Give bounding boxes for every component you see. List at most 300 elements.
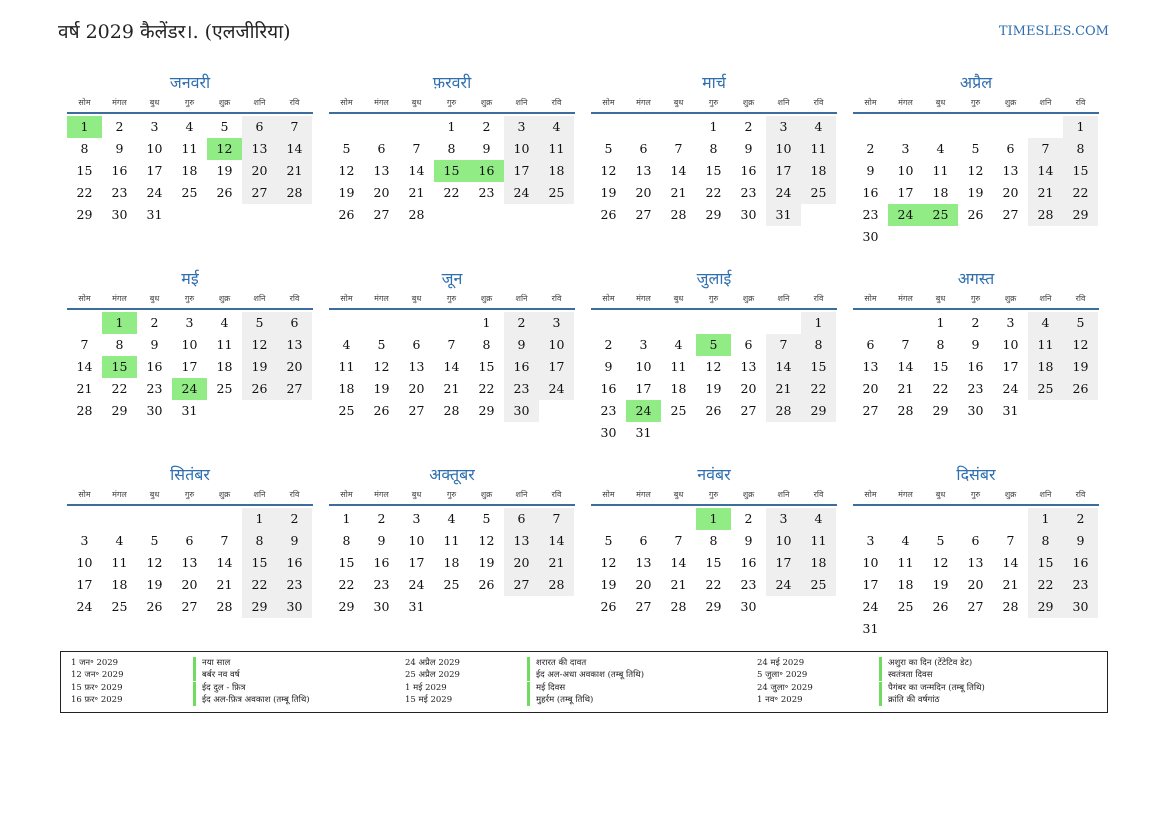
day-cell[interactable]: 2 (115, 119, 124, 134)
day-cell[interactable]: 28 (539, 574, 574, 596)
day-cell[interactable]: 17 (1002, 359, 1019, 374)
day-cell[interactable]: 17 (897, 185, 914, 200)
day-cell[interactable]: 11 (932, 163, 949, 178)
day-cell[interactable]: 3 (150, 119, 159, 134)
day-cell[interactable]: 22 (801, 378, 836, 400)
day-cell[interactable]: 7 (80, 337, 89, 352)
day-cell[interactable]: 1 (709, 119, 718, 134)
day-cell[interactable]: 12 (1063, 334, 1098, 356)
day-cell[interactable]: 26 (705, 403, 722, 418)
day-cell[interactable]: 26 (373, 403, 390, 418)
day-cell[interactable]: 5 (1063, 312, 1098, 334)
day-cell[interactable]: 15 (1063, 160, 1098, 182)
day-cell[interactable]: 16 (373, 555, 390, 570)
day-cell[interactable]: 25 (801, 182, 836, 204)
day-cell[interactable]: 11 (670, 359, 687, 374)
day-cell[interactable]: 4 (1028, 312, 1063, 334)
day-cell[interactable]: 28 (766, 400, 801, 422)
day-cell[interactable]: 10 (897, 163, 914, 178)
day-cell[interactable]: 4 (539, 116, 574, 138)
day-cell[interactable]: 9 (150, 337, 159, 352)
day-cell[interactable]: 1 (447, 119, 456, 134)
day-cell[interactable]: 17 (539, 356, 574, 378)
day-cell[interactable]: 2 (504, 312, 539, 334)
day-cell[interactable]: 23 (1063, 574, 1098, 596)
day-cell[interactable]: 21 (897, 381, 914, 396)
day-cell[interactable]: 7 (539, 508, 574, 530)
day-cell[interactable]: 27 (740, 403, 757, 418)
day-cell[interactable]: 14 (766, 356, 801, 378)
day-cell[interactable]: 18 (801, 160, 836, 182)
day-cell[interactable]: 16 (111, 163, 128, 178)
day-cell[interactable]: 22 (1063, 182, 1098, 204)
day-cell[interactable]: 30 (600, 425, 617, 440)
holiday-day-cell[interactable]: 24 (172, 378, 207, 400)
day-cell[interactable]: 12 (242, 334, 277, 356)
day-cell[interactable]: 5 (342, 141, 351, 156)
day-cell[interactable]: 28 (1002, 599, 1019, 614)
day-cell[interactable]: 27 (635, 599, 652, 614)
day-cell[interactable]: 12 (338, 163, 355, 178)
day-cell[interactable]: 20 (242, 160, 277, 182)
day-cell[interactable]: 9 (482, 141, 491, 156)
day-cell[interactable]: 29 (705, 599, 722, 614)
day-cell[interactable]: 7 (447, 337, 456, 352)
day-cell[interactable]: 11 (801, 138, 836, 160)
day-cell[interactable]: 5 (604, 141, 613, 156)
day-cell[interactable]: 20 (635, 185, 652, 200)
day-cell[interactable]: 8 (709, 141, 718, 156)
day-cell[interactable]: 19 (705, 381, 722, 396)
holiday-day-cell[interactable]: 24 (888, 204, 923, 226)
day-cell[interactable]: 28 (1028, 204, 1063, 226)
day-cell[interactable]: 21 (766, 378, 801, 400)
day-cell[interactable]: 10 (146, 141, 163, 156)
day-cell[interactable]: 11 (111, 555, 128, 570)
day-cell[interactable]: 16 (740, 555, 757, 570)
day-cell[interactable]: 26 (600, 207, 617, 222)
day-cell[interactable]: 12 (600, 163, 617, 178)
day-cell[interactable]: 6 (744, 337, 753, 352)
day-cell[interactable]: 11 (801, 530, 836, 552)
day-cell[interactable]: 29 (1028, 596, 1063, 618)
day-cell[interactable]: 15 (76, 163, 93, 178)
day-cell[interactable]: 18 (1028, 356, 1063, 378)
day-cell[interactable]: 28 (216, 599, 233, 614)
day-cell[interactable]: 28 (670, 207, 687, 222)
day-cell[interactable]: 7 (412, 141, 421, 156)
day-cell[interactable]: 6 (277, 312, 312, 334)
day-cell[interactable]: 28 (408, 207, 425, 222)
day-cell[interactable]: 4 (342, 337, 351, 352)
day-cell[interactable]: 22 (76, 185, 93, 200)
day-cell[interactable]: 31 (766, 204, 801, 226)
day-cell[interactable]: 26 (600, 599, 617, 614)
day-cell[interactable]: 31 (1002, 403, 1019, 418)
day-cell[interactable]: 11 (897, 555, 914, 570)
day-cell[interactable]: 6 (185, 533, 194, 548)
day-cell[interactable]: 11 (1028, 334, 1063, 356)
day-cell[interactable]: 27 (408, 403, 425, 418)
day-cell[interactable]: 15 (932, 359, 949, 374)
day-cell[interactable]: 25 (1028, 378, 1063, 400)
day-cell[interactable]: 18 (443, 555, 460, 570)
day-cell[interactable]: 7 (1006, 533, 1015, 548)
day-cell[interactable]: 13 (1002, 163, 1019, 178)
day-cell[interactable]: 17 (146, 163, 163, 178)
day-cell[interactable]: 11 (338, 359, 355, 374)
day-cell[interactable]: 8 (80, 141, 89, 156)
day-cell[interactable]: 24 (1002, 381, 1019, 396)
day-cell[interactable]: 14 (76, 359, 93, 374)
day-cell[interactable]: 18 (897, 577, 914, 592)
day-cell[interactable]: 29 (478, 403, 495, 418)
day-cell[interactable]: 25 (181, 185, 198, 200)
day-cell[interactable]: 19 (967, 185, 984, 200)
day-cell[interactable]: 23 (478, 185, 495, 200)
day-cell[interactable]: 18 (539, 160, 574, 182)
day-cell[interactable]: 29 (801, 400, 836, 422)
day-cell[interactable]: 30 (111, 207, 128, 222)
day-cell[interactable]: 6 (242, 116, 277, 138)
day-cell[interactable]: 14 (216, 555, 233, 570)
day-cell[interactable]: 27 (635, 207, 652, 222)
day-cell[interactable]: 18 (932, 185, 949, 200)
day-cell[interactable]: 28 (76, 403, 93, 418)
day-cell[interactable]: 15 (478, 359, 495, 374)
day-cell[interactable]: 5 (482, 511, 491, 526)
day-cell[interactable]: 11 (539, 138, 574, 160)
day-cell[interactable]: 26 (967, 207, 984, 222)
day-cell[interactable]: 25 (539, 182, 574, 204)
day-cell[interactable]: 2 (744, 119, 753, 134)
day-cell[interactable]: 27 (181, 599, 198, 614)
day-cell[interactable]: 25 (670, 403, 687, 418)
day-cell[interactable]: 23 (740, 577, 757, 592)
day-cell[interactable]: 10 (766, 530, 801, 552)
day-cell[interactable]: 30 (740, 599, 757, 614)
holiday-day-cell[interactable]: 1 (102, 312, 137, 334)
day-cell[interactable]: 30 (862, 229, 879, 244)
day-cell[interactable]: 16 (740, 163, 757, 178)
day-cell[interactable]: 26 (1063, 378, 1098, 400)
day-cell[interactable]: 27 (373, 207, 390, 222)
day-cell[interactable]: 2 (604, 337, 613, 352)
day-cell[interactable]: 28 (277, 182, 312, 204)
day-cell[interactable]: 21 (277, 160, 312, 182)
day-cell[interactable]: 30 (277, 596, 312, 618)
day-cell[interactable]: 27 (862, 403, 879, 418)
day-cell[interactable]: 1 (936, 315, 945, 330)
day-cell[interactable]: 7 (766, 334, 801, 356)
day-cell[interactable]: 6 (377, 141, 386, 156)
day-cell[interactable]: 20 (373, 185, 390, 200)
day-cell[interactable]: 1 (482, 315, 491, 330)
holiday-day-cell[interactable]: 24 (626, 400, 661, 422)
holiday-day-cell[interactable]: 5 (696, 334, 731, 356)
day-cell[interactable]: 24 (766, 574, 801, 596)
day-cell[interactable]: 30 (373, 599, 390, 614)
day-cell[interactable]: 9 (115, 141, 124, 156)
day-cell[interactable]: 10 (862, 555, 879, 570)
day-cell[interactable]: 22 (1028, 574, 1063, 596)
day-cell[interactable]: 4 (901, 533, 910, 548)
day-cell[interactable]: 13 (408, 359, 425, 374)
day-cell[interactable]: 2 (1063, 508, 1098, 530)
day-cell[interactable]: 14 (408, 163, 425, 178)
day-cell[interactable]: 10 (408, 533, 425, 548)
day-cell[interactable]: 18 (181, 163, 198, 178)
day-cell[interactable]: 24 (766, 182, 801, 204)
day-cell[interactable]: 14 (539, 530, 574, 552)
day-cell[interactable]: 14 (897, 359, 914, 374)
day-cell[interactable]: 25 (111, 599, 128, 614)
day-cell[interactable]: 27 (1002, 207, 1019, 222)
day-cell[interactable]: 9 (277, 530, 312, 552)
holiday-day-cell[interactable]: 25 (923, 204, 958, 226)
day-cell[interactable]: 13 (862, 359, 879, 374)
day-cell[interactable]: 14 (1028, 160, 1063, 182)
day-cell[interactable]: 20 (967, 577, 984, 592)
day-cell[interactable]: 2 (866, 141, 875, 156)
day-cell[interactable]: 14 (443, 359, 460, 374)
day-cell[interactable]: 12 (932, 555, 949, 570)
day-cell[interactable]: 21 (1002, 577, 1019, 592)
day-cell[interactable]: 3 (1006, 315, 1015, 330)
day-cell[interactable]: 26 (242, 378, 277, 400)
day-cell[interactable]: 23 (862, 207, 879, 222)
day-cell[interactable]: 25 (338, 403, 355, 418)
day-cell[interactable]: 3 (80, 533, 89, 548)
day-cell[interactable]: 31 (635, 425, 652, 440)
day-cell[interactable]: 16 (504, 356, 539, 378)
day-cell[interactable]: 2 (971, 315, 980, 330)
day-cell[interactable]: 10 (635, 359, 652, 374)
day-cell[interactable]: 13 (181, 555, 198, 570)
day-cell[interactable]: 15 (705, 555, 722, 570)
day-cell[interactable]: 3 (901, 141, 910, 156)
day-cell[interactable]: 17 (766, 552, 801, 574)
day-cell[interactable]: 23 (146, 381, 163, 396)
day-cell[interactable]: 11 (216, 337, 233, 352)
day-cell[interactable]: 20 (1002, 185, 1019, 200)
day-cell[interactable]: 18 (670, 381, 687, 396)
day-cell[interactable]: 9 (377, 533, 386, 548)
day-cell[interactable]: 3 (185, 315, 194, 330)
day-cell[interactable]: 29 (705, 207, 722, 222)
day-cell[interactable]: 12 (705, 359, 722, 374)
day-cell[interactable]: 23 (600, 403, 617, 418)
holiday-day-cell[interactable]: 16 (469, 160, 504, 182)
day-cell[interactable]: 4 (674, 337, 683, 352)
day-cell[interactable]: 8 (482, 337, 491, 352)
day-cell[interactable]: 28 (897, 403, 914, 418)
holiday-day-cell[interactable]: 1 (696, 508, 731, 530)
day-cell[interactable]: 25 (216, 381, 233, 396)
day-cell[interactable]: 14 (670, 555, 687, 570)
day-cell[interactable]: 16 (967, 359, 984, 374)
day-cell[interactable]: 18 (801, 552, 836, 574)
day-cell[interactable]: 14 (1002, 555, 1019, 570)
day-cell[interactable]: 8 (115, 337, 124, 352)
day-cell[interactable]: 13 (373, 163, 390, 178)
day-cell[interactable]: 17 (181, 359, 198, 374)
day-cell[interactable]: 19 (242, 356, 277, 378)
day-cell[interactable]: 28 (670, 599, 687, 614)
day-cell[interactable]: 3 (412, 511, 421, 526)
day-cell[interactable]: 1 (1063, 116, 1098, 138)
day-cell[interactable]: 30 (1063, 596, 1098, 618)
holiday-day-cell[interactable]: 12 (207, 138, 242, 160)
day-cell[interactable]: 15 (338, 555, 355, 570)
day-cell[interactable]: 1 (801, 312, 836, 334)
day-cell[interactable]: 8 (447, 141, 456, 156)
day-cell[interactable]: 13 (635, 555, 652, 570)
day-cell[interactable]: 3 (866, 533, 875, 548)
day-cell[interactable]: 22 (478, 381, 495, 396)
day-cell[interactable]: 9 (866, 163, 875, 178)
day-cell[interactable]: 4 (185, 119, 194, 134)
day-cell[interactable]: 1 (342, 511, 351, 526)
day-cell[interactable]: 28 (443, 403, 460, 418)
day-cell[interactable]: 19 (1063, 356, 1098, 378)
day-cell[interactable]: 13 (277, 334, 312, 356)
day-cell[interactable]: 3 (766, 508, 801, 530)
day-cell[interactable]: 13 (967, 555, 984, 570)
day-cell[interactable]: 4 (220, 315, 229, 330)
day-cell[interactable]: 7 (674, 141, 683, 156)
day-cell[interactable]: 12 (373, 359, 390, 374)
day-cell[interactable]: 24 (504, 182, 539, 204)
day-cell[interactable]: 17 (635, 381, 652, 396)
day-cell[interactable]: 2 (277, 508, 312, 530)
day-cell[interactable]: 20 (181, 577, 198, 592)
site-link[interactable]: TIMESLES.COM (998, 24, 1109, 39)
day-cell[interactable]: 4 (801, 508, 836, 530)
day-cell[interactable]: 26 (478, 577, 495, 592)
day-cell[interactable]: 27 (967, 599, 984, 614)
day-cell[interactable]: 10 (504, 138, 539, 160)
day-cell[interactable]: 2 (482, 119, 491, 134)
day-cell[interactable]: 19 (600, 185, 617, 200)
day-cell[interactable]: 10 (76, 555, 93, 570)
day-cell[interactable]: 31 (181, 403, 198, 418)
day-cell[interactable]: 29 (1063, 204, 1098, 226)
day-cell[interactable]: 16 (862, 185, 879, 200)
day-cell[interactable]: 6 (639, 533, 648, 548)
day-cell[interactable]: 31 (146, 207, 163, 222)
day-cell[interactable]: 21 (670, 577, 687, 592)
day-cell[interactable]: 9 (604, 359, 613, 374)
day-cell[interactable]: 16 (600, 381, 617, 396)
day-cell[interactable]: 15 (1028, 552, 1063, 574)
day-cell[interactable]: 21 (1028, 182, 1063, 204)
day-cell[interactable]: 6 (639, 141, 648, 156)
day-cell[interactable]: 3 (539, 312, 574, 334)
day-cell[interactable]: 9 (971, 337, 980, 352)
day-cell[interactable]: 26 (932, 599, 949, 614)
day-cell[interactable]: 30 (967, 403, 984, 418)
day-cell[interactable]: 19 (216, 163, 233, 178)
day-cell[interactable]: 20 (740, 381, 757, 396)
day-cell[interactable]: 19 (478, 555, 495, 570)
day-cell[interactable]: 21 (76, 381, 93, 396)
day-cell[interactable]: 7 (674, 533, 683, 548)
day-cell[interactable]: 15 (801, 356, 836, 378)
day-cell[interactable]: 4 (447, 511, 456, 526)
day-cell[interactable]: 12 (478, 533, 495, 548)
day-cell[interactable]: 22 (705, 185, 722, 200)
day-cell[interactable]: 21 (539, 552, 574, 574)
day-cell[interactable]: 22 (932, 381, 949, 396)
day-cell[interactable]: 12 (600, 555, 617, 570)
day-cell[interactable]: 19 (146, 577, 163, 592)
day-cell[interactable]: 29 (242, 596, 277, 618)
day-cell[interactable]: 9 (744, 533, 753, 548)
day-cell[interactable]: 14 (670, 163, 687, 178)
day-cell[interactable]: 24 (408, 577, 425, 592)
day-cell[interactable]: 7 (901, 337, 910, 352)
day-cell[interactable]: 6 (504, 508, 539, 530)
day-cell[interactable]: 19 (373, 381, 390, 396)
day-cell[interactable]: 12 (146, 555, 163, 570)
day-cell[interactable]: 8 (1063, 138, 1098, 160)
day-cell[interactable]: 26 (146, 599, 163, 614)
day-cell[interactable]: 29 (932, 403, 949, 418)
day-cell[interactable]: 22 (111, 381, 128, 396)
day-cell[interactable]: 8 (342, 533, 351, 548)
day-cell[interactable]: 8 (1028, 530, 1063, 552)
day-cell[interactable]: 25 (443, 577, 460, 592)
day-cell[interactable]: 21 (443, 381, 460, 396)
day-cell[interactable]: 18 (111, 577, 128, 592)
day-cell[interactable]: 5 (220, 119, 229, 134)
day-cell[interactable]: 19 (600, 577, 617, 592)
day-cell[interactable]: 13 (635, 163, 652, 178)
day-cell[interactable]: 18 (338, 381, 355, 396)
day-cell[interactable]: 22 (443, 185, 460, 200)
day-cell[interactable]: 23 (967, 381, 984, 396)
day-cell[interactable]: 7 (277, 116, 312, 138)
day-cell[interactable]: 8 (709, 533, 718, 548)
day-cell[interactable]: 23 (504, 378, 539, 400)
day-cell[interactable]: 26 (216, 185, 233, 200)
day-cell[interactable]: 25 (897, 599, 914, 614)
day-cell[interactable]: 16 (146, 359, 163, 374)
day-cell[interactable]: 30 (504, 400, 539, 422)
day-cell[interactable]: 31 (408, 599, 425, 614)
day-cell[interactable]: 23 (373, 577, 390, 592)
day-cell[interactable]: 24 (539, 378, 574, 400)
day-cell[interactable]: 23 (111, 185, 128, 200)
day-cell[interactable]: 23 (277, 574, 312, 596)
day-cell[interactable]: 6 (412, 337, 421, 352)
day-cell[interactable]: 4 (115, 533, 124, 548)
day-cell[interactable]: 17 (766, 160, 801, 182)
day-cell[interactable]: 11 (181, 141, 198, 156)
day-cell[interactable]: 31 (862, 621, 879, 636)
day-cell[interactable]: 16 (1063, 552, 1098, 574)
day-cell[interactable]: 9 (1063, 530, 1098, 552)
day-cell[interactable]: 6 (971, 533, 980, 548)
holiday-day-cell[interactable]: 1 (67, 116, 102, 138)
day-cell[interactable]: 9 (744, 141, 753, 156)
day-cell[interactable]: 13 (242, 138, 277, 160)
day-cell[interactable]: 27 (504, 574, 539, 596)
day-cell[interactable]: 7 (220, 533, 229, 548)
day-cell[interactable]: 20 (635, 577, 652, 592)
day-cell[interactable]: 1 (242, 508, 277, 530)
